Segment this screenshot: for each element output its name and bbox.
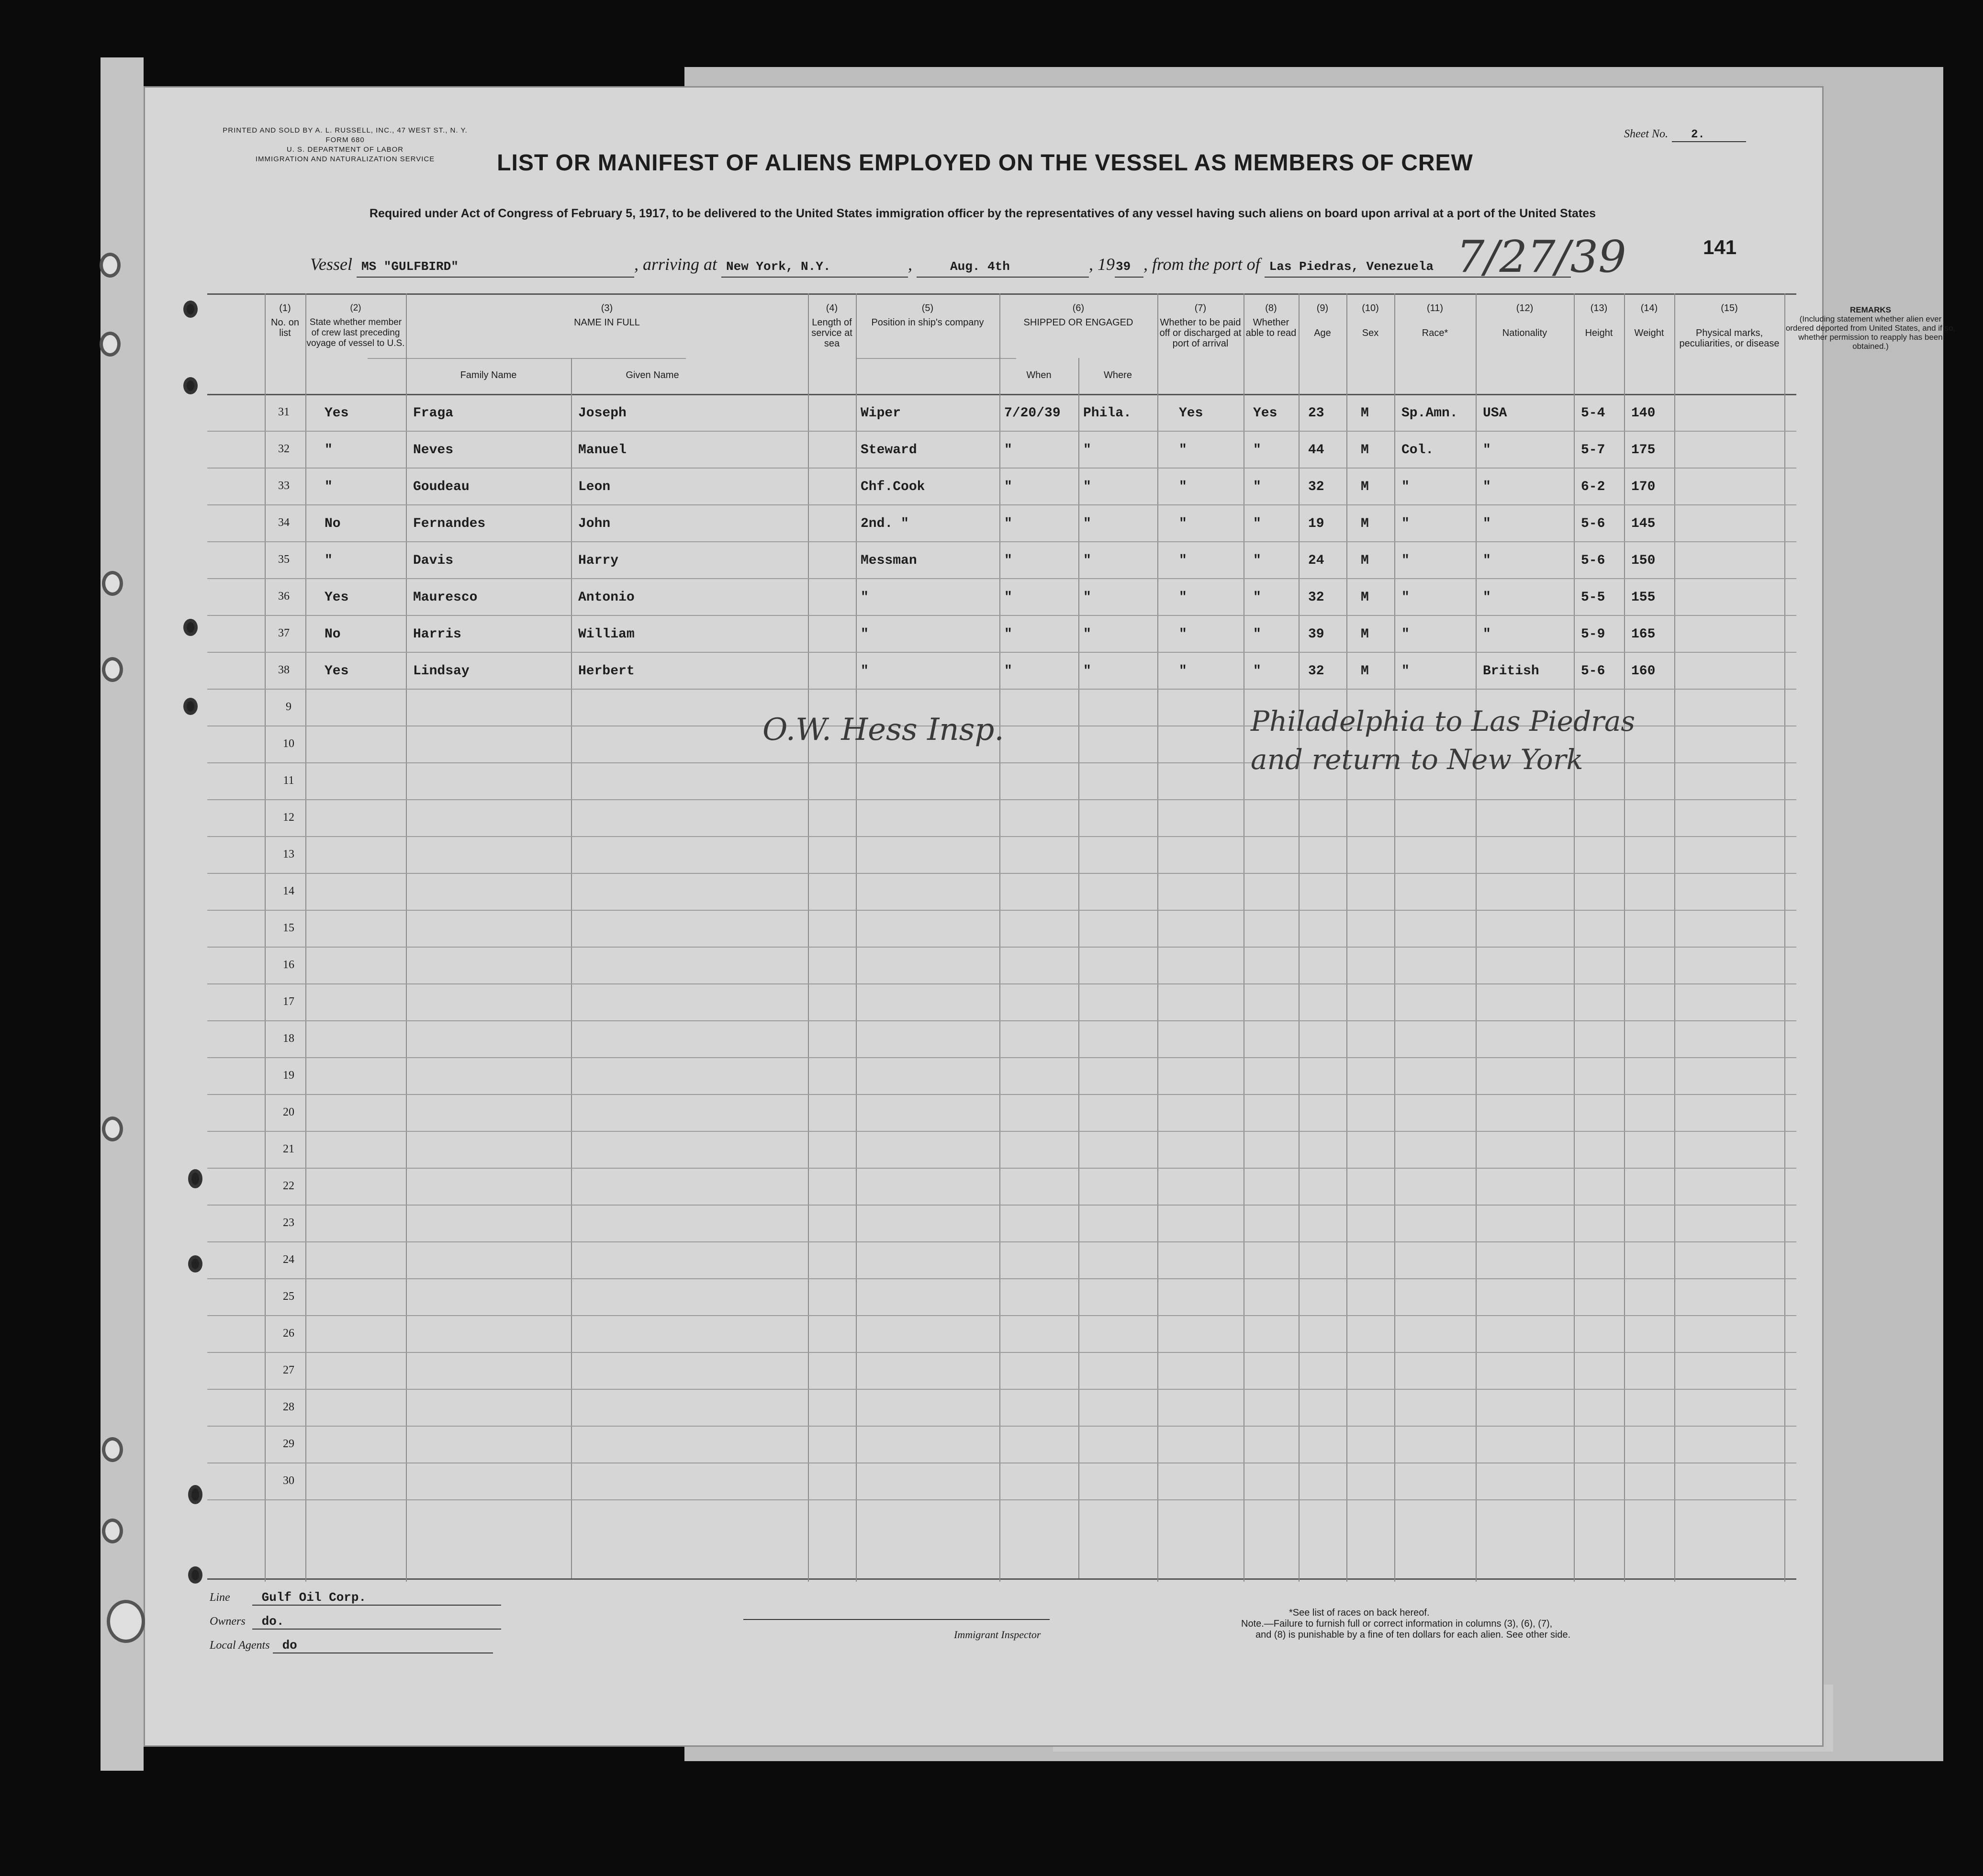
row-rule: [207, 1315, 1796, 1316]
cell-shipped-when: ": [1004, 443, 1012, 458]
row-rule: [207, 836, 1796, 837]
cell-height: 5-6: [1581, 516, 1605, 531]
cell-previous-voyage: Yes: [325, 664, 349, 679]
cell-shipped-when: ": [1004, 553, 1012, 568]
row-number: 38: [278, 664, 290, 676]
col-header-name: (3) NAME IN FULL: [574, 303, 640, 328]
binder-hole: [188, 1255, 202, 1273]
cell-family-name: Lindsay: [413, 664, 470, 679]
row-rule: [207, 1352, 1796, 1353]
row-number: 28: [283, 1401, 294, 1413]
cell-shipped-where: Phila.: [1083, 406, 1132, 421]
col-header-physical-marks: (15) Physical marks, peculiarities, or disease: [1679, 303, 1780, 349]
cell-able-to-read: ": [1253, 553, 1261, 568]
from-label: , from the port of: [1143, 255, 1260, 274]
row-number: 32: [278, 443, 290, 455]
footer-owners: [210, 1614, 501, 1630]
row-number: 35: [278, 553, 290, 566]
cell-sex: M: [1361, 590, 1369, 605]
cell-height: 5-7: [1581, 443, 1605, 458]
cell-family-name: Goudeau: [413, 480, 470, 494]
vessel-name: MS "GULFBIRD": [357, 259, 634, 278]
cell-sex: M: [1361, 664, 1369, 679]
inspector-label: Immigrant Inspector: [954, 1629, 1041, 1641]
binder-hole: [100, 253, 121, 278]
owners-value: do.: [252, 1614, 501, 1630]
col-header-length-service: (4) Length of service at sea: [811, 303, 852, 349]
cell-shipped-where: ": [1083, 553, 1091, 568]
col-header-height: (13) Height: [1585, 303, 1613, 338]
row-number: 29: [283, 1438, 294, 1450]
cell-nationality: ": [1483, 443, 1491, 458]
binder-hole: [183, 301, 198, 318]
row-rule: [207, 1278, 1796, 1279]
row-number: 10: [283, 737, 294, 750]
cell-weight: 150: [1631, 553, 1656, 568]
row-number: 34: [278, 516, 290, 529]
cell-height: 5-9: [1581, 627, 1605, 642]
cell-shipped-when: ": [1004, 627, 1012, 642]
row-number: 22: [283, 1180, 294, 1192]
cell-sex: M: [1361, 627, 1369, 642]
owners-label: Owners: [210, 1615, 246, 1628]
cell-able-to-read: Yes: [1253, 406, 1277, 421]
col-header-sex: (10) Sex: [1362, 303, 1379, 338]
row-rule: [207, 1426, 1796, 1427]
cell-paid-off: ": [1179, 516, 1187, 531]
binder-hole: [183, 377, 198, 394]
row-number: 19: [283, 1069, 294, 1082]
col-header-nationality: (12) Nationality: [1502, 303, 1547, 338]
row-rule: [207, 468, 1796, 469]
binder-hole: [188, 1485, 202, 1504]
row-number: 33: [278, 480, 290, 492]
row-number: 27: [283, 1364, 294, 1376]
arriving-label: , arriving at: [634, 255, 717, 274]
cell-height: 5-6: [1581, 553, 1605, 568]
row-number: 20: [283, 1106, 294, 1118]
binder-hole: [100, 332, 121, 357]
cell-age: 24: [1308, 553, 1324, 568]
cell-position: 2nd. ": [861, 516, 909, 531]
cell-shipped-where: ": [1083, 627, 1091, 642]
cell-sex: M: [1361, 443, 1369, 458]
cell-race: ": [1401, 590, 1410, 605]
footer-agents: [210, 1638, 493, 1653]
cell-family-name: Mauresco: [413, 590, 478, 605]
cell-given-name: John: [578, 516, 611, 531]
cell-previous-voyage: Yes: [325, 590, 349, 605]
cell-height: 5-6: [1581, 664, 1605, 679]
manifest-page: [144, 86, 1956, 1747]
line-label: Line: [210, 1591, 230, 1604]
cell-given-name: William: [578, 627, 635, 642]
cell-race: Col.: [1401, 443, 1434, 458]
cell-sex: M: [1361, 553, 1369, 568]
cell-race: ": [1401, 553, 1410, 568]
row-number: 23: [283, 1217, 294, 1229]
row-number: 37: [278, 627, 290, 639]
cell-race: Sp.Amn.: [1401, 406, 1458, 421]
sheet-label: Sheet No.: [1624, 128, 1668, 140]
row-rule: [207, 1057, 1796, 1058]
binder-hole: [102, 1437, 123, 1462]
row-rule: [207, 1241, 1796, 1242]
cell-given-name: Leon: [578, 480, 611, 494]
cell-able-to-read: ": [1253, 664, 1261, 679]
row-number: 9: [286, 701, 291, 713]
cell-nationality: ": [1483, 553, 1491, 568]
cell-nationality: British: [1483, 664, 1539, 679]
line-value: Gulf Oil Corp.: [252, 1590, 501, 1606]
cell-able-to-read: ": [1253, 590, 1261, 605]
cell-previous-voyage: ": [325, 480, 333, 494]
cell-given-name: Herbert: [578, 664, 635, 679]
row-number: 21: [283, 1143, 294, 1155]
cell-position: ": [861, 627, 869, 642]
row-rule: [207, 983, 1796, 984]
col-header-when: When: [1026, 370, 1052, 380]
cell-position: ": [861, 590, 869, 605]
row-number: 25: [283, 1290, 294, 1303]
cell-family-name: Davis: [413, 553, 454, 568]
cell-weight: 140: [1631, 406, 1656, 421]
row-rule: [207, 1205, 1796, 1206]
row-rule: [207, 873, 1796, 874]
row-rule: [207, 1499, 1796, 1500]
row-rule: [207, 1094, 1796, 1095]
row-rule: [207, 541, 1796, 542]
row-number: 12: [283, 811, 294, 824]
row-number: 36: [278, 590, 290, 603]
crew-manifest-table: [207, 293, 1956, 1582]
row-number: 16: [283, 959, 294, 971]
col-header-age: (9) Age: [1314, 303, 1331, 338]
col-header-given-name: Given Name: [626, 370, 679, 380]
cell-able-to-read: ": [1253, 443, 1261, 458]
cell-given-name: Manuel: [578, 443, 627, 458]
cell-family-name: Neves: [413, 443, 454, 458]
cell-shipped-where: ": [1083, 590, 1091, 605]
binder-hole: [188, 1169, 202, 1188]
header-subrule: [368, 358, 686, 359]
cell-paid-off: ": [1179, 480, 1187, 494]
form-number: FORM 680: [325, 136, 365, 144]
cell-age: 39: [1308, 627, 1324, 642]
printer-line: PRINTED AND SOLD BY A. L. RUSSELL, INC., 47 WEST ST., N. Y.: [223, 126, 468, 134]
cell-race: ": [1401, 516, 1410, 531]
cell-weight: 165: [1631, 627, 1656, 642]
vessel-line: Vessel MS "GULFBIRD" , arriving at New York, N.Y. , Aug. 4th , 1939 , from the port of Las Piedras, Venezuela: [310, 254, 1571, 278]
binder-hole: [102, 1117, 123, 1141]
cell-nationality: USA: [1483, 406, 1507, 421]
back-sheet-left: [101, 57, 144, 1771]
penalty-note-2: and (8) is punishable by a fine of ten dollars for each alien. See other side.: [1255, 1630, 1571, 1640]
cell-shipped-when: ": [1004, 480, 1012, 494]
cell-shipped-where: ": [1083, 480, 1091, 494]
cell-height: 5-4: [1581, 406, 1605, 421]
cell-shipped-when: ": [1004, 664, 1012, 679]
table-bottom-rule: [207, 1578, 1796, 1580]
row-number: 26: [283, 1327, 294, 1340]
cell-previous-voyage: No: [325, 627, 341, 642]
col-header-position: (5) Position in ship's company: [871, 303, 984, 328]
cell-position: ": [861, 664, 869, 679]
binder-hole: [107, 1600, 145, 1643]
department: U. S. DEPARTMENT OF LABOR: [286, 145, 404, 154]
cell-previous-voyage: ": [325, 443, 333, 458]
row-number: 18: [283, 1032, 294, 1045]
cell-paid-off: ": [1179, 664, 1187, 679]
col-header-no: (1) No. on list: [271, 303, 299, 338]
cell-shipped-where: ": [1083, 516, 1091, 531]
cell-position: Messman: [861, 553, 917, 568]
cell-paid-off: ": [1179, 590, 1187, 605]
col-header-where: Where: [1104, 370, 1132, 380]
cell-paid-off: ": [1179, 553, 1187, 568]
row-rule: [207, 1131, 1796, 1132]
row-number: 11: [283, 774, 294, 787]
cell-race: ": [1401, 480, 1410, 494]
cell-paid-off: Yes: [1179, 406, 1203, 421]
page-subtitle: Required under Act of Congress of February 5, 1917, to be delivered to the United States immigration officer by the representatives of any vessel having such aliens on board upon arrival at a port of the United States: [369, 207, 1596, 220]
route-note-line2: and return to New York: [1251, 743, 1583, 776]
cell-able-to-read: ": [1253, 627, 1261, 642]
cell-shipped-where: ": [1083, 664, 1091, 679]
row-rule: [207, 1168, 1796, 1169]
cell-age: 23: [1308, 406, 1324, 421]
cell-weight: 155: [1631, 590, 1656, 605]
col-header-weight: (14) Weight: [1634, 303, 1664, 338]
cell-age: 32: [1308, 590, 1324, 605]
row-rule: [207, 504, 1796, 505]
row-rule: [207, 799, 1796, 800]
cell-previous-voyage: No: [325, 516, 341, 531]
row-number: 30: [283, 1474, 294, 1487]
cell-previous-voyage: ": [325, 553, 333, 568]
row-rule: [207, 652, 1796, 653]
arrival-date: Aug. 4th: [917, 259, 1089, 278]
agents-value: do: [273, 1638, 493, 1653]
sheet-value: 2.: [1672, 128, 1746, 142]
stamp-number: 141: [1703, 236, 1737, 258]
cell-shipped-when: ": [1004, 590, 1012, 605]
binder-hole: [102, 571, 123, 596]
col-header-paid-off: (7) Whether to be paid off or discharged at port of arrival: [1159, 303, 1242, 349]
cell-age: 32: [1308, 664, 1324, 679]
header-bottom-rule: [207, 394, 1796, 395]
cell-age: 19: [1308, 516, 1324, 531]
agents-label: Local Agents: [210, 1639, 270, 1652]
route-note-line1: Philadelphia to Las Piedras: [1251, 705, 1636, 737]
row-rule: [207, 431, 1796, 432]
row-number: 17: [283, 995, 294, 1008]
cell-race: ": [1401, 664, 1410, 679]
cell-nationality: ": [1483, 480, 1491, 494]
col-header-able-to-read: (8) Whether able to read: [1245, 303, 1297, 338]
binder-hole: [102, 657, 123, 682]
cell-sex: M: [1361, 406, 1369, 421]
sheet-number: [1624, 128, 1746, 142]
row-rule: [207, 1020, 1796, 1021]
cell-shipped-when: ": [1004, 516, 1012, 531]
cell-shipped-when: 7/20/39: [1004, 406, 1061, 421]
cell-shipped-where: ": [1083, 443, 1091, 458]
cell-family-name: Fernandes: [413, 516, 486, 531]
cell-family-name: Fraga: [413, 406, 454, 421]
row-number: 31: [278, 406, 290, 418]
cell-weight: 175: [1631, 443, 1656, 458]
col-header-family-name: Family Name: [460, 370, 517, 380]
year-suffix: 39: [1115, 259, 1143, 278]
binder-hole: [102, 1519, 123, 1543]
cell-age: 44: [1308, 443, 1324, 458]
cell-given-name: Joseph: [578, 406, 627, 421]
binder-hole: [183, 698, 198, 715]
cell-weight: 145: [1631, 516, 1656, 531]
binder-hole: [188, 1566, 202, 1584]
cell-given-name: Antonio: [578, 590, 635, 605]
handwritten-date: 7/27/39: [1456, 231, 1626, 282]
cell-height: 5-5: [1581, 590, 1605, 605]
footer-line: [210, 1590, 501, 1606]
row-rule: [207, 578, 1796, 579]
cell-able-to-read: ": [1253, 480, 1261, 494]
page-title: LIST OR MANIFEST OF ALIENS EMPLOYED ON THE VESSEL AS MEMBERS OF CREW: [497, 150, 1473, 176]
arriving-port: New York, N.Y.: [721, 259, 908, 278]
races-note: *See list of races on back hereof.: [1289, 1608, 1430, 1618]
row-rule: [207, 615, 1796, 616]
cell-family-name: Harris: [413, 627, 461, 642]
cell-able-to-read: ": [1253, 516, 1261, 531]
cell-nationality: ": [1483, 516, 1491, 531]
cell-nationality: ": [1483, 627, 1491, 642]
col-header-previous-voyage: (2) State whether member of crew last preceding voyage of vessel to U.S.: [306, 303, 405, 348]
row-number: 13: [283, 848, 294, 860]
penalty-note-1: Note.—Failure to furnish full or correct information in columns (3), (6), (7),: [1241, 1619, 1553, 1629]
vessel-label: Vessel: [310, 255, 352, 274]
cell-weight: 160: [1631, 664, 1656, 679]
col-header-race: (11) Race*: [1422, 303, 1448, 338]
cell-position: Chf.Cook: [861, 480, 925, 494]
cell-position: Steward: [861, 443, 917, 458]
from-port: Las Piedras, Venezuela: [1265, 259, 1571, 278]
binder-hole: [183, 619, 198, 636]
cell-height: 6-2: [1581, 480, 1605, 494]
cell-sex: M: [1361, 480, 1369, 494]
cell-paid-off: ": [1179, 627, 1187, 642]
header-subrule: [856, 358, 1016, 359]
row-rule: [207, 1389, 1796, 1390]
row-number: 24: [283, 1253, 294, 1266]
cell-position: Wiper: [861, 406, 901, 421]
inspector-signature-line: [743, 1619, 1050, 1620]
cell-sex: M: [1361, 516, 1369, 531]
cell-age: 32: [1308, 480, 1324, 494]
row-number: 14: [283, 885, 294, 897]
cell-nationality: ": [1483, 590, 1491, 605]
table-top-rule: [207, 293, 1796, 295]
cell-race: ": [1401, 627, 1410, 642]
row-rule: [207, 689, 1796, 690]
cell-weight: 170: [1631, 480, 1656, 494]
cell-previous-voyage: Yes: [325, 406, 349, 421]
year-prefix: , 19: [1089, 255, 1115, 274]
inspector-signature: O.W. Hess Insp.: [762, 712, 1004, 748]
cell-paid-off: ": [1179, 443, 1187, 458]
row-rule: [207, 947, 1796, 948]
col-header-shipped: (6) SHIPPED OR ENGAGED: [1023, 303, 1133, 328]
row-rule: [207, 910, 1796, 911]
col-header-remarks: REMARKS (Including statement whether alien ever ordered deported from United States, and if so, whether permission to reapply has been obtained.): [1785, 305, 1956, 351]
cell-given-name: Harry: [578, 553, 619, 568]
service: IMMIGRATION AND NATURALIZATION SERVICE: [255, 155, 435, 163]
row-number: 15: [283, 922, 294, 934]
